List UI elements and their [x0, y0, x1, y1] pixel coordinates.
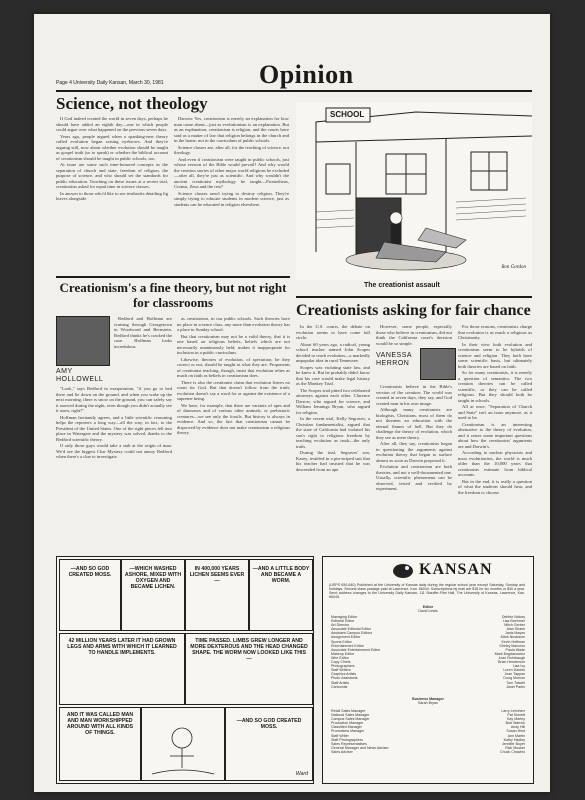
paragraph: Years ago, people argued when a spanking-new theory called evolution began raising eyebrows. And they're arguing still, now about whether evolution should be taught as gospel truth (so to speak) or whether the biblical account of creationism should be taught in public schools, too. [56, 133, 168, 161]
staff-name: Janet Parks [506, 684, 525, 689]
panel-text: —WHICH WASHED ASHORE, MIXED WITH OXYGEN AND BECAME LICHEN. [124, 566, 182, 590]
staff-role: Associate Entertainment Editor [331, 647, 381, 652]
staff-role: Associate Editorial Editor [331, 627, 371, 632]
paragraph: About 60 years ago, a radical, young school teacher named John Scopes decided to teach evolution—a markedly unpopular idea in rural Tennessee. [296, 341, 370, 363]
paragraph: Creationism is an interesting alternative to the theory of evolution, and it raises some important questions about how the creationists' arguments are and Darwin's. [458, 421, 532, 449]
staff-name: Jean Tappan [504, 672, 525, 677]
paragraph: During the trial, Segraves' son, Kasey, testified in a pin-striped suit that his teacher had insisted that he was descended from an ape. [296, 450, 370, 472]
editorial-col-1 [56, 116, 168, 270]
paragraph: For those reasons, creationists charge that evolution is as much a religious as Christianity. [458, 324, 532, 340]
amy-col-1-top [114, 316, 172, 384]
staff-name: Lisa Ivy [512, 664, 525, 669]
staff-row [331, 685, 525, 689]
paragraph: Likewise, theories of evolution, of speciation, be they correct or not, should be taught as what they are. Proponents of creationist teaching, though, insist that evolution relies as much on faith as beliefs in creationism does. [177, 356, 290, 378]
section-title: Opinion [259, 60, 354, 89]
kansan-logo: KANSAN [419, 561, 493, 578]
comic-panel [185, 633, 313, 705]
comic-panel [141, 707, 225, 781]
staff-role: Cartoonist [331, 684, 348, 689]
paragraph: And even if creationism were taught in public schools, just whose version of the Bible would prevail? And why would the creation stories of other major world religions be excluded—after all, they're just as scientific. And why wouldn't the ancient creationist mythology be taught—Prometheus, Cronus, Zeus and the rest? [174, 156, 289, 189]
cartoon-caption: The creationist assault [364, 282, 440, 289]
comic-strip [56, 556, 314, 784]
staff-name: Janis Mayes [505, 631, 525, 636]
author-photo [420, 348, 456, 380]
paragraph: "Look," says Redford in exasperation, "if you go to bed there and lie down on the ground, and when you wake up the next morning, there is snow on the ground, you can safely say it snowed during the night, even though you didn't actually see it snow, right?" [56, 386, 172, 413]
staff-name: Kevin Hoffman [501, 639, 525, 644]
staff-name: Andy Hill [510, 725, 525, 730]
editorial-cartoon [296, 102, 532, 280]
staff-name: Debbie Nickey [501, 615, 525, 619]
paragraph: Darwin: Yes, creationism is merely an explanation for how man came about—just as evolutionism is an explanation. But as an explanation, creationism is religion, and the courts have said as a matter of law that religion belongs in the church and in the home, not in the curriculum of public schools. [174, 116, 289, 143]
panel-text: AND IT WAS CALLED MAN AND MAN WORKSHIPPED AROUND WITH ALL KINDS OF THINGS. [66, 712, 134, 736]
staff-name: Jennifer Boyer [501, 741, 525, 746]
paragraph: Science classes aren't trying to destroy religion. They're simply trying to educate students in modern science, just as students can be educated in religion elsewhere. [174, 190, 289, 207]
paragraph: In the U.S. courts, the debate on evolution seems to have come full circle. [296, 324, 370, 340]
business-name: Sarah Bryan [418, 701, 438, 705]
staff-role: Makeup Editor [331, 651, 355, 656]
staff-name: Mark Nusbaum [500, 635, 525, 640]
staff-name: Lisa Boehmer [502, 619, 525, 624]
paragraph: Although many creationists are biologists, Christians, most of them do not threaten an education with the eternal flames of hell. But they do challenge the theory of evolution, which they see as mere theory. [376, 407, 452, 440]
cartoon-signature: Ron Gordon [501, 265, 526, 270]
staff-name: Doug Morrow [503, 676, 525, 681]
panel-text: —AND A LITTLE BODY AND BECAME A WORM. [252, 566, 310, 584]
paragraph: If only those guys would take a stab at the origin of man. We'd see the biggest Clue Mystery could not annoy Redford when there's a clue to investigate. [56, 443, 172, 459]
comic-panel [59, 633, 185, 705]
staff-name: Susan Hirst [506, 729, 525, 734]
paragraph: In the recent trial, Kelly Segraves, a Christian fundamentalist, argued that the state of California had violated his son's right to religious freedom by teaching evolution as truth—the only truth. [296, 416, 370, 449]
staff-name: Pat Sinnett [507, 713, 525, 718]
comic-signature: Ward [295, 771, 308, 777]
school-sign: SCHOOL [330, 110, 365, 119]
publication-notice: (USPS 650-640) Published at the University of Kansas daily during the regular school year except Saturday, Sunday and holidays. Second-class postage paid at Lawrence, Kan. 66044. Subscriptions by mail are $18 for six months or $30 a year. Send address changes to the University Daily Kansan, 111 Stauffer-Flint Hall, The University of Kansas, Lawrence, Kan. 66045. [329, 583, 525, 600]
staff-role: Art Director [331, 623, 350, 628]
paragraph: We have, for example, that there are variants of apes and of dinosaurs and of various other animals, or prehistoric creatures—we see only the fossils. But history is always in evidence. And so, the fact that creationism cannot be disproved by evidence does not make creationism a religious theory. [177, 402, 290, 435]
author-byline: AMY HOLLOWELL [56, 368, 104, 383]
staff-role: Graphics Artists [331, 672, 357, 677]
jayhawk-logo [391, 561, 415, 579]
paragraph: At issue are some such time-honored concepts as the separation of church and state, freedom of religion, the purpose of science, and who should set the standards for public education. Touching on these issues at a recent trial, creationists asked for equal time in science classes. [56, 162, 168, 189]
amy-column-headline: Creationism's a fine theory, but not right for classrooms [59, 280, 287, 310]
cartoon-drawing [296, 102, 532, 280]
comic-panel [249, 559, 313, 631]
comic-panel [59, 707, 141, 781]
staff-role: Entertainment Editor [331, 643, 364, 648]
staff-role: Campus Sales Manager [331, 717, 370, 722]
panel-text: IN 400,000 YEARS LICHEN SEEMS EVER— [189, 566, 245, 584]
paragraph: The Scopes trial pitted two celebrated attorneys against each other. Clarence Darrow, who argued for science, and William Jennings Bryan, who argued for religion. [296, 387, 370, 415]
staff-role: Copy Chiefs [331, 660, 351, 665]
comic-panel [121, 559, 185, 631]
staff-name: Mark Bogdanowicz [494, 651, 525, 656]
staff-name: Brian Henderson [498, 660, 525, 665]
staff-role: Sales Adviser [331, 749, 353, 754]
vanessa-col-3 [458, 324, 532, 550]
editorial-col-2 [174, 116, 289, 270]
staff-role: Managing Editor [331, 615, 358, 619]
staff-role: Photographers [331, 664, 355, 669]
staff-name: Kay Marley [507, 717, 525, 722]
business-staff-list [331, 709, 525, 754]
staff-name: Kathy Hadley [503, 737, 525, 742]
staff-role: Staff Photographers [331, 737, 363, 742]
staff-role: Assignment Editor [331, 635, 361, 640]
staff-role: Sports Editor [331, 639, 352, 644]
editor-label: Editor [422, 605, 434, 609]
newspaper-page [34, 14, 550, 792]
staff-role: Sales Representatives [331, 741, 367, 746]
staff-name: Rick Musser [505, 745, 525, 750]
panel-text: —AND SO GOD CREATED MOSS. [68, 566, 112, 578]
staff-role: Production Manager [331, 721, 364, 726]
author-photo [56, 316, 110, 366]
staff-role: Staff Artists [331, 680, 350, 685]
staff-name: Bob Warrick [505, 721, 525, 726]
vanessa-col-2 [376, 384, 452, 550]
staff-role: General Manager and News Adviser [331, 745, 389, 750]
paragraph: In their view both evolution and creationism seem to be hybrids of science and religion. They both have some scientific basis, but ultimately both theories are based on faith. [458, 341, 532, 369]
paragraph: However, some people, especially those who believe in creationism, did not think the California court's decision would be so simple. [376, 324, 452, 346]
paragraph: as creationism, in our public schools. Such theories have no place in science class, any more than evolution theory has a place in Sunday school. [177, 316, 290, 332]
paragraph: Scopes was violating state law, and he knew it. But he probably didn't know that his case would make legal history as the Monkey Trial. [296, 364, 370, 386]
staff-role: National Sales Manager [331, 713, 370, 718]
paragraph: If God indeed created the world in seven days, perhaps he should have added an eighth day—one in which people could argue over what happened on the previous seven days. [56, 116, 168, 132]
staff-role: Assistant Campus Editors [331, 631, 373, 636]
staff-name: Ann Martin [507, 733, 525, 738]
staff-name: Paula Wade [505, 647, 525, 652]
staff-role: Editorial Editor [331, 619, 355, 624]
paragraph: According to nuclear physicists and most evolutionists, the world is much older than the 10,000 years that creationists estimate from biblical accounts. [458, 450, 532, 477]
staff-role: Staff Writers [331, 668, 351, 673]
panel-text: TIME PASSED. LIMBS GREW LONGER AND MORE DEXTEROUS AND THE HEAD CHANGED SHAPE. THE WORM NOW LOOKED LIKE THIS— [190, 638, 308, 662]
staff-name: Mitch Gerber [504, 623, 525, 628]
comic-panel [185, 559, 249, 631]
staff-role: Promotions Manager [331, 729, 365, 734]
staff-name: Tom Tidwell [506, 680, 525, 685]
paragraph: Evolution and creationism are both theories, and not a well-documented one. Usually, scientific phenomena can be observed, tested and verified by experiment. [376, 464, 452, 491]
paragraph: Science classes are, after all, for the teaching of science, not theology. [174, 144, 289, 155]
page-header: Page 4 University Daily Kansan, March 30, 1981 [56, 80, 164, 86]
staff-role: Retail Sales Manager [331, 709, 366, 713]
paragraph: But in the end, it is really a question of what the students should hear, and the freedom to choose. [458, 478, 532, 495]
staff-name: Shirley Mancino [499, 643, 525, 648]
comic-drawing [142, 708, 224, 780]
editorial-headline: Science, not theology [56, 94, 208, 113]
section-rule [296, 296, 532, 298]
staff-name: Alan Shank [506, 627, 525, 632]
staff-role: Wire Editor [331, 655, 349, 660]
staff-row [331, 750, 525, 754]
section-rule [56, 276, 290, 278]
comic-panel [225, 707, 313, 781]
staff-name: Loren Dantes [503, 668, 525, 673]
staff-name: Larry Lehnherr [501, 709, 525, 713]
staff-role: Staff Writer [331, 733, 349, 738]
kansan-staff-box [322, 556, 534, 784]
paragraph: Hoffman hesitantly agrees, and a little scientific reasoning helps the reporters a long way—all the way, in fact, to the President of the United States. One of the right pieces fell into place in Watergate and the mystery was solved, thanks to the Redford scientific theory. [56, 414, 172, 442]
author-byline: VANESSA HERRON [376, 352, 412, 367]
vanessa-column-headline: Creationists asking for fair chance [296, 302, 531, 319]
paragraph: All at once, "Separation of Church and State" isn't an issue anymore, as it used to be. [458, 404, 532, 420]
paragraph: In answer to those who'd like to see textbooks detailing fig leaves alongside [56, 190, 168, 201]
comic-panel [59, 559, 121, 631]
paragraph: But that creationism may not be a valid theory, that it is one based on religious beliefs, beliefs which are not necessarily unanimously held, makes it inappropriate for inclusion in a public curriculum. [177, 333, 290, 355]
staff-name: Chuck Chowins [500, 749, 525, 754]
staff-name: Joan Rohrbaugh [498, 655, 525, 660]
paragraph: After all, they say, creationists began in questioning the arguments against evolution theory that began to surface almost as soon as Darwin proposed it. [376, 441, 452, 463]
staff-role: Photo Assistants [331, 676, 358, 681]
vanessa-col-1 [296, 324, 370, 550]
header-rule [56, 90, 532, 92]
paragraph: So for many creationists, it is merely a question of semantics: The two creation theories can be called scientific, or they can be called religious. But they should both be taught in schools. [458, 370, 532, 403]
amy-col-1 [56, 386, 172, 550]
panel-text: —AND SO GOD CREATED MOSS. [236, 718, 302, 730]
news-staff-list [331, 615, 525, 689]
editor-name: David Lewis [418, 609, 438, 613]
business-label: Business Manager [412, 697, 444, 701]
vanessa-col-2-top [376, 324, 452, 346]
paragraph: Redford and Hoffman are cruising through Georgetown in Woodward and Bernstein. Redford thinks he's cracked the case. Hoffman looks incredulous. [114, 316, 172, 349]
paragraph: There is also the creationist claim that evolution leaves no room for God. But that doesn't follow from the truth; evolution doesn't say a word for or against the existence of a supreme being. [177, 379, 290, 401]
paragraph: Creationists believe in the Bible's version of the creation: The world was created in seven days, they say, and God created man in his own image. [376, 384, 452, 406]
staff-role: Classified Manager [331, 725, 362, 730]
panel-text: 42 MILLION YEARS LATER IT HAD GROWN LEGS AND ARMS WITH WHICH IT LEARNED TO HANDLE IMPLEMENTS. [67, 638, 177, 656]
amy-col-2 [177, 316, 290, 550]
